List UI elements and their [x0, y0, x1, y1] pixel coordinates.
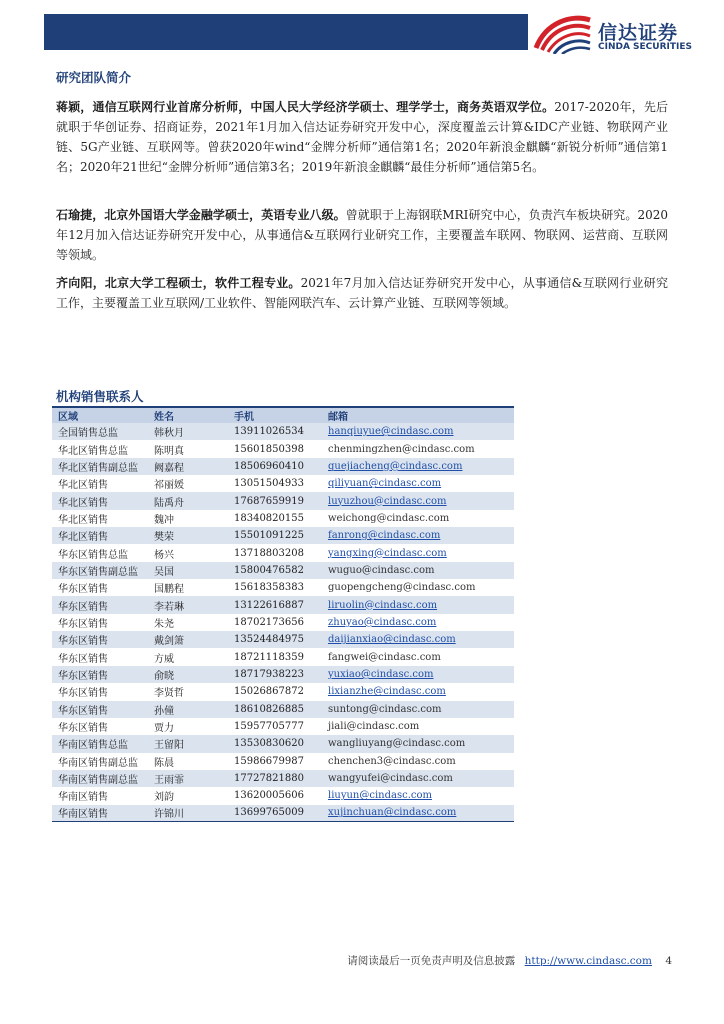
contact-email[interactable]: lixianzhe@cindasc.com [328, 686, 446, 698]
contact-name-cell [148, 510, 228, 527]
contact-email-cell [322, 735, 514, 752]
contact-region: 华东区销售 [58, 723, 108, 735]
contact-region-cell [52, 423, 148, 440]
disclaimer-note: 请阅读最后一页免责声明及信息披露 [347, 955, 516, 967]
contact-region-cell [52, 614, 148, 631]
table-row [52, 753, 514, 770]
contact-name-cell [148, 423, 228, 440]
table-row [52, 631, 514, 648]
contact-region-cell [52, 683, 148, 700]
contact-phone-cell [228, 440, 322, 457]
table-header-row [52, 407, 514, 423]
contact-name-cell [148, 492, 228, 509]
contact-phone-cell [228, 683, 322, 700]
contact-email[interactable]: daijianxiao@cindasc.com [328, 634, 456, 646]
contact-phone-cell [228, 631, 322, 648]
contact-email-cell [322, 770, 514, 787]
contact-region-cell [52, 666, 148, 683]
contact-name: 李若琳 [154, 601, 184, 613]
contact-email-cell [322, 701, 514, 718]
contact-email[interactable]: liuyun@cindasc.com [328, 790, 432, 802]
table-row [52, 805, 514, 822]
contact-email-cell [322, 596, 514, 613]
contact-name-cell [148, 475, 228, 492]
logo-english-name: CINDA SECURITIES [598, 42, 692, 52]
contact-phone: 18340820155 [234, 512, 304, 524]
table-row [52, 579, 514, 596]
contact-email-cell [322, 718, 514, 735]
contact-region: 华南区销售副总监 [58, 775, 138, 787]
contact-name: 魏冲 [154, 514, 174, 526]
contact-name: 陆禹舟 [154, 497, 184, 509]
header-name: 姓名 [148, 407, 228, 423]
contact-phone: 15026867872 [234, 686, 304, 698]
sales-contacts-table [52, 406, 514, 822]
contact-phone: 13122616887 [234, 599, 304, 611]
table-row [52, 458, 514, 475]
contact-phone: 18717938223 [234, 668, 304, 680]
contact-phone: 13530830620 [234, 738, 304, 750]
table-row [52, 596, 514, 613]
page-number: 4 [665, 955, 672, 967]
contact-region: 华东区销售 [58, 705, 108, 717]
contact-phone-cell [228, 475, 322, 492]
contact-email[interactable]: liruolin@cindasc.com [328, 599, 438, 611]
contact-phone: 17727821880 [234, 773, 304, 785]
contact-name: 王留阳 [154, 740, 184, 752]
contact-email: weichong@cindasc.com [328, 512, 450, 524]
contact-name-cell [148, 596, 228, 613]
contact-name: 樊荣 [154, 532, 174, 544]
contact-phone-cell [228, 718, 322, 735]
contact-phone-cell [228, 787, 322, 804]
table-row [52, 510, 514, 527]
contact-email: wangliuyang@cindasc.com [328, 738, 466, 750]
contact-phone-cell [228, 648, 322, 665]
contact-name: 杨兴 [154, 549, 174, 561]
contact-email-cell [322, 544, 514, 561]
header-region: 区域 [52, 407, 148, 423]
analyst-bio [56, 97, 668, 177]
contact-email-cell [322, 440, 514, 457]
contact-name: 韩秋月 [154, 428, 184, 440]
table-row [52, 423, 514, 440]
contact-name: 戴剑箫 [154, 636, 184, 648]
logo-chinese-name: 信达证券 [598, 22, 679, 44]
contact-name-cell [148, 770, 228, 787]
contact-phone-cell [228, 614, 322, 631]
contact-email-cell [322, 510, 514, 527]
table-row [52, 666, 514, 683]
contact-name: 阙嘉程 [154, 462, 184, 474]
contact-email[interactable]: hanqiuyue@cindasc.com [328, 426, 454, 438]
analyst-bio-heading: 齐向阳，北京大学工程硕士，软件工程专业。 [56, 276, 301, 290]
contact-region: 华东区销售 [58, 688, 108, 700]
analyst-bio-heading: 石瑜捷，北京外国语大学金融学硕士，英语专业八级。 [56, 208, 346, 222]
contact-region: 华北区销售总监 [58, 445, 128, 457]
table-row [52, 475, 514, 492]
table-row [52, 648, 514, 665]
contact-region: 华东区销售副总监 [58, 566, 138, 578]
contact-region: 华东区销售 [58, 653, 108, 665]
contact-email[interactable]: yangxing@cindasc.com [328, 547, 447, 559]
contact-region: 全国销售总监 [58, 428, 118, 440]
contact-region-cell [52, 753, 148, 770]
contact-name: 国鹏程 [154, 584, 184, 596]
contact-email: chenmingzhen@cindasc.com [328, 443, 475, 455]
contact-phone: 18721118359 [234, 651, 304, 663]
contact-name: 王雨霏 [154, 775, 184, 787]
contact-name: 许锦川 [154, 809, 184, 821]
research-team-title: 研究团队简介 [56, 70, 132, 85]
contact-region: 华南区销售副总监 [58, 757, 138, 769]
contact-region: 华东区销售 [58, 584, 108, 596]
contact-name-cell [148, 683, 228, 700]
contact-email: jiali@cindasc.com [328, 721, 420, 733]
contact-email[interactable]: yuxiao@cindasc.com [328, 668, 434, 680]
contact-name-cell [148, 527, 228, 544]
contact-region: 华北区销售 [58, 532, 108, 544]
contact-name-cell [148, 787, 228, 804]
contact-region: 华北区销售 [58, 514, 108, 526]
contact-email-cell [322, 562, 514, 579]
contact-email-cell [322, 458, 514, 475]
contact-phone: 15986679987 [234, 755, 304, 767]
contact-name: 方威 [154, 653, 174, 665]
contact-phone-cell [228, 492, 322, 509]
contact-region-cell [52, 458, 148, 475]
table-row [52, 614, 514, 631]
contact-region-cell [52, 527, 148, 544]
contact-region-cell [52, 440, 148, 457]
contact-email[interactable]: quejiacheng@cindasc.com [328, 460, 463, 472]
table-row [52, 787, 514, 804]
contact-phone: 18610826885 [234, 703, 304, 715]
contact-email-cell [322, 579, 514, 596]
contact-email-cell [322, 753, 514, 770]
table-row [52, 492, 514, 509]
contact-region: 华东区销售 [58, 636, 108, 648]
analyst-bio [56, 205, 668, 265]
contact-name-cell [148, 666, 228, 683]
contact-phone-cell [228, 735, 322, 752]
analyst-bio-text: 曾就职于上海钢联MRI研究中心，负责汽车板块研究。2020年12月加入信达证券研究开发中心，从事通信&互联网行业研究工作，主要覆盖车联网、物联网、运营商、互联网等领域。 [56, 208, 668, 262]
contact-email-cell [322, 787, 514, 804]
contact-phone-cell [228, 423, 322, 440]
contact-region: 华南区销售 [58, 809, 108, 821]
contact-name: 陈晨 [154, 757, 174, 769]
contact-email-cell [322, 475, 514, 492]
table-row [52, 735, 514, 752]
contact-phone: 13620005606 [234, 790, 304, 802]
contact-region: 华东区销售 [58, 670, 108, 682]
contact-region-cell [52, 492, 148, 509]
contact-email: fangwei@cindasc.com [328, 651, 441, 663]
contact-phone-cell [228, 510, 322, 527]
contact-region-cell [52, 544, 148, 561]
contact-name: 祁丽媛 [154, 480, 184, 492]
contact-name-cell [148, 648, 228, 665]
contact-phone-cell [228, 701, 322, 718]
contact-phone-cell [228, 562, 322, 579]
contact-name-cell [148, 701, 228, 718]
contact-email: chenchen3@cindasc.com [328, 755, 456, 767]
contact-region-cell [52, 787, 148, 804]
header-email: 邮箱 [322, 407, 514, 423]
contact-region-cell [52, 510, 148, 527]
contact-email-cell [322, 492, 514, 509]
contact-email[interactable]: zhuyao@cindasc.com [328, 616, 437, 628]
contact-email-cell [322, 423, 514, 440]
contact-region: 华东区销售 [58, 601, 108, 613]
contact-phone-cell [228, 527, 322, 544]
contact-name: 李贤哲 [154, 688, 184, 700]
contact-name: 刘韵 [154, 792, 174, 804]
contact-email[interactable]: qiliyuan@cindasc.com [328, 478, 442, 490]
contact-email: wuguo@cindasc.com [328, 564, 435, 576]
header-phone: 手机 [228, 407, 322, 423]
contact-phone: 18702173656 [234, 616, 304, 628]
contact-phone-cell [228, 770, 322, 787]
contact-region-cell [52, 579, 148, 596]
website-link[interactable]: http://www.cindasc.com [524, 955, 652, 967]
contact-phone: 18506960410 [234, 460, 304, 472]
contact-region: 华北区销售 [58, 480, 108, 492]
contact-region: 华南区销售 [58, 792, 108, 804]
contact-name-cell [148, 718, 228, 735]
contact-region-cell [52, 562, 148, 579]
contact-phone: 13718803208 [234, 547, 304, 559]
contact-region: 华北区销售副总监 [58, 462, 138, 474]
contact-region-cell [52, 718, 148, 735]
cinda-logo [532, 12, 712, 56]
contact-name-cell [148, 544, 228, 561]
contact-email[interactable]: xujinchuan@cindasc.com [328, 807, 457, 819]
table-row [52, 440, 514, 457]
contact-phone: 15957705777 [234, 721, 304, 733]
contact-name-cell [148, 753, 228, 770]
contact-phone-cell [228, 579, 322, 596]
analyst-bio [56, 273, 668, 313]
contact-phone: 15618358383 [234, 582, 304, 594]
contact-email: suntong@cindasc.com [328, 703, 442, 715]
contact-name: 吴国 [154, 566, 174, 578]
analyst-bio-text: 2021年7月加入信达证券研究开发中心，从事通信&互联网行业研究工作，主要覆盖工业互联网/工业软件、智能网联汽车、云计算产业链、互联网等领域。 [56, 276, 668, 310]
table-row [52, 527, 514, 544]
contact-region: 华东区销售 [58, 618, 108, 630]
contact-phone-cell [228, 458, 322, 475]
contact-name-cell [148, 458, 228, 475]
contact-phone-cell [228, 544, 322, 561]
contact-name: 孙僮 [154, 705, 174, 717]
contact-email-cell [322, 527, 514, 544]
contact-phone-cell [228, 805, 322, 822]
contact-email: guopengcheng@cindasc.com [328, 582, 476, 594]
contact-name-cell [148, 614, 228, 631]
contact-name: 朱尧 [154, 618, 174, 630]
contact-region-cell [52, 631, 148, 648]
contact-phone: 13051504933 [234, 478, 304, 490]
contact-email-cell [322, 648, 514, 665]
contact-region-cell [52, 648, 148, 665]
contact-phone-cell [228, 666, 322, 683]
contact-name: 贾力 [154, 723, 174, 735]
contact-name-cell [148, 805, 228, 822]
contact-phone: 13699765009 [234, 807, 304, 819]
contact-email-cell [322, 666, 514, 683]
table-row [52, 718, 514, 735]
contact-email-cell [322, 614, 514, 631]
contact-region-cell [52, 735, 148, 752]
contact-phone: 15800476582 [234, 564, 304, 576]
header-bar [44, 14, 528, 50]
contact-phone: 15501091225 [234, 530, 304, 542]
page-footer [347, 953, 672, 968]
contact-phone: 17687659919 [234, 495, 304, 507]
contact-email[interactable]: fanrong@cindasc.com [328, 530, 441, 542]
contact-email-cell [322, 683, 514, 700]
contact-region-cell [52, 701, 148, 718]
contact-name-cell [148, 440, 228, 457]
contact-name: 陈明真 [154, 445, 184, 457]
contact-name-cell [148, 631, 228, 648]
analyst-bio-text: 2017-2020年，先后就职于华创证券、招商证券，2021年1月加入信达证券研究开发中心，深度覆盖云计算&IDC产业链、物联网产业链、5G产业链、互联网等。曾获2020年wind“金牌分析师”通信第1名；2020年新浪金麒麟“新锐分析师”通信第1名；2020年21世纪“金牌分析师”通信第3名；2019年新浪金麒麟“最佳分析师”通信第5名。 [56, 100, 668, 174]
contact-email: wangyufei@cindasc.com [328, 773, 453, 785]
contact-region-cell [52, 596, 148, 613]
contact-region: 华东区销售总监 [58, 549, 128, 561]
contact-name-cell [148, 562, 228, 579]
contact-email-cell [322, 631, 514, 648]
contact-name: 俞晓 [154, 670, 174, 682]
contact-email[interactable]: luyuzhou@cindasc.com [328, 495, 447, 507]
contact-region: 华南区销售总监 [58, 740, 128, 752]
contact-email-cell [322, 805, 514, 822]
table-row [52, 562, 514, 579]
contact-phone-cell [228, 596, 322, 613]
contact-phone-cell [228, 753, 322, 770]
cinda-globe-icon [532, 14, 592, 54]
contact-phone: 13524484975 [234, 634, 304, 646]
contact-name-cell [148, 735, 228, 752]
analyst-bio-heading: 蒋颖，通信互联网行业首席分析师，中国人民大学经济学硕士、理学学士，商务英语双学位。 [56, 100, 555, 114]
contact-region-cell [52, 475, 148, 492]
table-row [52, 544, 514, 561]
contact-phone: 13911026534 [234, 426, 304, 438]
contact-phone: 15601850398 [234, 443, 304, 455]
table-row [52, 770, 514, 787]
contact-region: 华北区销售 [58, 497, 108, 509]
contact-region-cell [52, 805, 148, 822]
contact-region-cell [52, 770, 148, 787]
sales-contacts-title: 机构销售联系人 [56, 389, 144, 404]
table-row [52, 683, 514, 700]
contact-name-cell [148, 579, 228, 596]
table-row [52, 701, 514, 718]
